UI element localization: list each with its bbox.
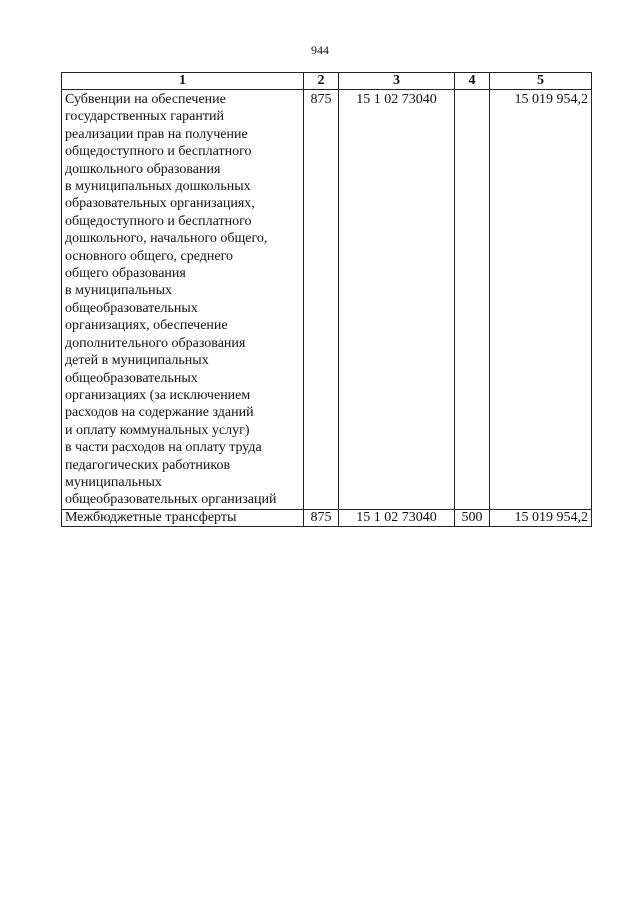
row-chapter-code: 875	[304, 90, 339, 510]
page-number: 944	[311, 43, 329, 57]
column-header-1: 1	[62, 73, 304, 90]
table-row	[62, 90, 592, 510]
table-row	[62, 509, 592, 526]
budget-table	[61, 72, 592, 527]
row-target-article: 15 1 02 73040	[339, 90, 455, 510]
row-expense-type: 500	[455, 509, 490, 526]
row-amount: 15 019 954,2	[490, 509, 592, 526]
table-header-row	[62, 73, 592, 90]
column-header-4: 4	[455, 73, 490, 90]
row-expense-type	[455, 90, 490, 510]
row-description: Субвенции на обеспечение государственных гарантий реализации прав на получение общедоступного и бесплатного дошкольного образования в муниципальных дошкольных образовательных организациях, общедоступного и бесплатного дошкольного, начального общего, основного общего, среднего общего образования в муниципальных общеобразовательных организациях, обеспечение дополнительного образования детей в муниципальных общеобразовательных организациях (за исключением расходов на содержание зданий и оплату коммунальных услуг) в части расходов на оплату труда педагогических работников муниципальных общеобразовательных организаций	[62, 90, 304, 510]
column-header-2: 2	[304, 73, 339, 90]
row-target-article: 15 1 02 73040	[339, 509, 455, 526]
column-header-5: 5	[490, 73, 592, 90]
row-amount: 15 019 954,2	[490, 90, 592, 510]
column-header-3: 3	[339, 73, 455, 90]
row-chapter-code: 875	[304, 509, 339, 526]
row-description: Межбюджетные трансферты	[62, 509, 304, 526]
